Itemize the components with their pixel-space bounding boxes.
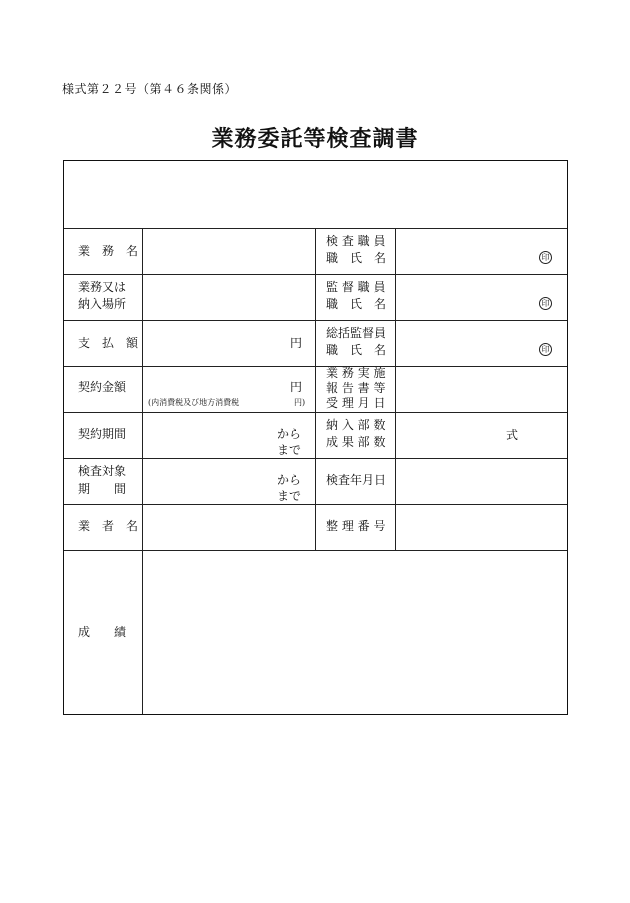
- label-chief-supervisor-line2: 職 氏 名: [326, 343, 387, 357]
- seal-supervisor: 印: [539, 297, 552, 310]
- label-chief-supervisor-line1: 総括監督員: [326, 326, 387, 340]
- payment-unit: 円: [290, 336, 303, 350]
- count-unit: 式: [506, 428, 519, 442]
- label-inspection-period-line2: 期 間: [78, 482, 127, 496]
- column-divider: [395, 228, 396, 550]
- label-reference-number: 整 理 番 号: [326, 519, 386, 533]
- label-location-line2: 納入場所: [78, 297, 127, 311]
- label-delivery-count-line1: 納 入 部 数: [326, 418, 386, 432]
- inspection-form-table: [63, 160, 568, 715]
- label-report-receipt-line3: 受 理 月 日: [326, 396, 386, 410]
- inspection-period-to: まで: [277, 489, 302, 503]
- label-contract-period: 契約期間: [78, 427, 127, 441]
- contract-period-to: まで: [277, 443, 302, 457]
- label-supervisor-name-line1: 監 督 職 員: [326, 280, 386, 294]
- inspection-period-from: から: [277, 473, 302, 487]
- label-business-name: 業 務 名: [78, 244, 139, 258]
- label-contractor: 業 者 名: [78, 519, 139, 533]
- seal-inspector: 印: [539, 251, 552, 264]
- label-report-receipt-line2: 報 告 書 等: [326, 381, 386, 395]
- label-inspector-name-line1: 検 査 職 員: [326, 234, 386, 248]
- contract-period-from: から: [277, 427, 302, 441]
- label-contract-amount: 契約金額: [78, 380, 127, 394]
- label-report-receipt-line1: 業 務 実 施: [326, 366, 386, 380]
- document-title: 業務委託等検査調書: [211, 126, 419, 152]
- label-inspector-name-line2: 職 氏 名: [326, 251, 387, 265]
- label-results: 成 績: [78, 625, 127, 639]
- label-delivery-count-line2: 成 果 部 数: [326, 435, 386, 449]
- label-inspection-date: 検査年月日: [326, 473, 387, 487]
- label-location-line1: 業務又は: [78, 280, 127, 294]
- tax-note-open: (内消費税及び地方消費税: [148, 398, 240, 407]
- tax-note-close: 円): [294, 398, 306, 407]
- seal-chief-supervisor: 印: [539, 343, 552, 356]
- row-divider: [64, 550, 567, 551]
- form-number: 様式第２２号（第４６条関係）: [62, 82, 238, 96]
- column-divider: [315, 228, 316, 550]
- label-supervisor-name-line2: 職 氏 名: [326, 297, 387, 311]
- contract-amount-unit: 円: [290, 380, 303, 394]
- column-divider: [142, 228, 143, 714]
- label-payment: 支 払 額: [78, 336, 139, 350]
- label-inspection-period-line1: 検査対象: [78, 464, 127, 478]
